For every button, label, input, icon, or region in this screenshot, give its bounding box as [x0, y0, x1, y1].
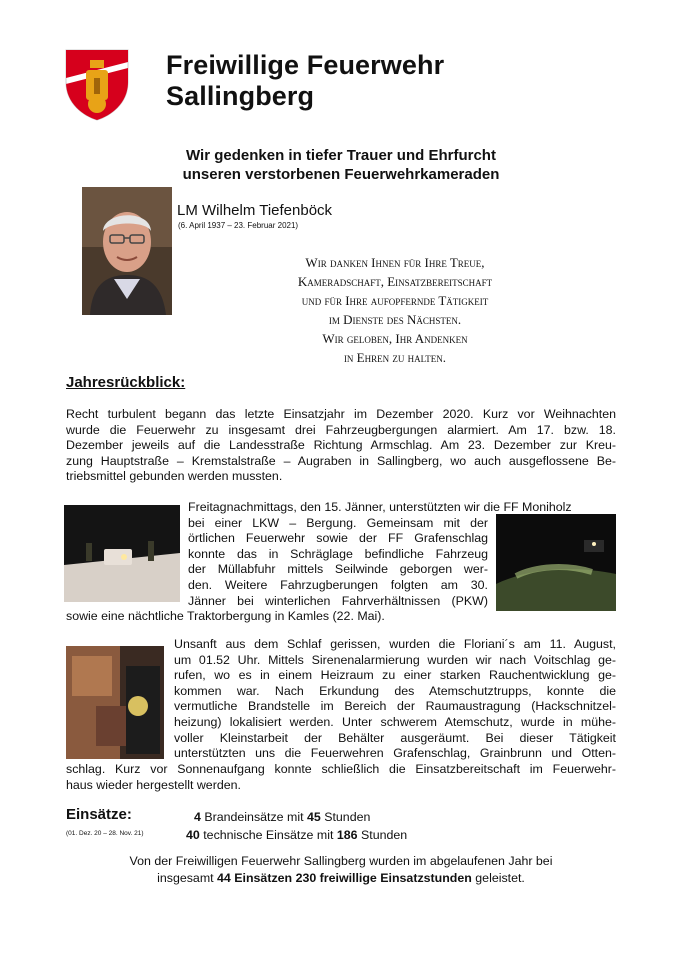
text-line: heizung) lokalisiert werden. Unter schwerem Atemschutz, wurde in mühe-: [174, 714, 616, 729]
tribute-line: Wir geloben, Ihr Andenken: [322, 331, 468, 346]
text-line: der Müllabfuhr mittels Seilwinde geborgen wer-: [188, 562, 488, 577]
fire-brigade-crest-icon: [64, 48, 130, 122]
text-line: Dezember jeweils auf die Landesstraße Richtung Armschlag. Am 23. Dezember zur Kreu-: [66, 438, 616, 453]
fire-operations-stat: [194, 810, 370, 824]
text-line: Recht turbulent begann das letzte Einsatzjahr im Dezember 2020. Kurz vor Weihnachten: [66, 407, 616, 421]
review-heading: Jahresrückblick:: [66, 374, 186, 391]
stat-unit: Stunden: [357, 828, 408, 842]
summary-total-operations: 44 Einsätzen: [217, 871, 293, 885]
page-title: [166, 50, 444, 112]
deceased-dates: (6. April 1937 – 23. Februar 2021): [178, 221, 299, 230]
text-line: bei einer LKW – Bergung. Gemeinsam mit der: [188, 515, 488, 530]
review-paragraph-3: [174, 637, 616, 762]
operations-date-range: (01. Dez. 20 – 28. Nov. 21): [66, 830, 144, 837]
review-paragraph-3-end: [66, 762, 616, 793]
text-line: schlag. Kurz vor Sonnenaufgang konnte schließlich die Einsatzbereitschaft im Feuerwehr-: [66, 762, 616, 776]
text-line: örtlichen Feuerwehr sowie der FF Grafenschlag: [188, 531, 488, 546]
text-line: Jänner bei winterlichen Fahrverhältnissen (PKW): [188, 593, 488, 608]
boiler-room-photo: [66, 646, 164, 759]
fire-hours: 45: [306, 810, 321, 824]
tribute-text: [230, 253, 560, 367]
truck-recovery-photo: [64, 505, 180, 602]
text-line: wurde die Feuerwehr zu insgesamt drei Fahrzeugbergungen alarmiert. Am 17. bzw. 18.: [66, 422, 616, 437]
review-paragraph-2: [188, 500, 572, 609]
text-line: zung Hauptstraße – Kremstalstraße – Augraben in Sallingberg, wo auch ausgeflossene Be-: [66, 453, 616, 468]
text-line: voller Kleinstarbeit der Behälter ausgeräumt. Bei dieser Tätigkeit: [174, 730, 616, 745]
title-line-1: Freiwillige Feuerwehr: [166, 50, 445, 80]
summary-line-2: [0, 870, 682, 887]
memorial-heading: [0, 146, 682, 184]
review-paragraph-1: [66, 407, 616, 485]
tech-hours: 186: [336, 828, 358, 842]
tribute-line: Kameradschaft, Einsatzbereitschaft: [297, 274, 493, 289]
tech-count: 40: [186, 828, 200, 842]
text-line: haus wieder hergestellt werden.: [66, 777, 241, 792]
summary-post: geleistet.: [471, 871, 525, 885]
tribute-line: Wir danken Ihnen für Ihre Treue,: [305, 255, 485, 270]
tribute-line: im Dienste des Nächsten.: [328, 312, 462, 327]
technical-operations-stat: [186, 828, 407, 842]
night-operation-photo: [496, 514, 616, 611]
text-line: vermutliche Brandstelle im Bereich der Raumaustragung (Hackschnitzel-: [174, 699, 616, 714]
summary-pre: insgesamt: [157, 871, 218, 885]
text-line: triebsmittel gebunden werden mussten.: [66, 469, 283, 484]
text-line: sowie eine nächtliche Traktorbergung in Kamles (22. Mai).: [66, 609, 385, 623]
text-line: kommen war. Nach Erkundung des Atemschutztrupps, konnte die: [174, 683, 616, 698]
title-line-2: Sallingberg: [166, 81, 315, 111]
deceased-name: LM Wilhelm Tiefenböck: [177, 202, 333, 219]
stat-unit: Stunden: [320, 810, 371, 824]
stat-text: technische Einsätze mit: [199, 828, 337, 842]
memorial-heading-line-2: unseren verstorbenen Feuerwehrkameraden: [182, 166, 500, 183]
memorial-heading-line-1: Wir gedenken in tiefer Trauer und Ehrfurcht: [186, 147, 496, 164]
summary-total-hours: 230 freiwillige Einsatzstunden: [295, 871, 472, 885]
portrait-photo: [82, 187, 172, 315]
fire-count: 4: [194, 810, 201, 824]
text-line: Freitagnachmittags, den 15. Jänner, unterstützten wir die FF Moniholz: [188, 500, 572, 514]
stat-text: Brandeinsätze mit: [200, 810, 307, 824]
text-line: den. Weitere Fahrzugberungen folgten am 30.: [188, 577, 488, 592]
text-line: konnte das in Schräglage befindliche Fahrzeug: [188, 546, 488, 561]
summary-text: [0, 853, 682, 887]
text-line: unterstützten uns die Feuerwehren Grafenschlag, Grainbrunn und Otten-: [174, 746, 616, 761]
operations-label: Einsätze:: [66, 806, 132, 823]
text-line: um 01.52 Uhr. Mittels Sirenenalarmierung wurden wir nach Voitschlag ge-: [174, 652, 616, 667]
tribute-line: in Ehren zu halten.: [343, 350, 447, 365]
text-line: Unsanft aus dem Schlaf gerissen, wurden die Floriani´s am 11. August,: [174, 637, 616, 651]
review-paragraph-2-end: [66, 609, 556, 625]
text-line: rufen, wo es in einem Heizraum zu einer starken Rauchentwicklung ge-: [174, 668, 616, 683]
summary-line-1: Von der Freiwilligen Feuerwehr Sallingberg wurden im abgelaufenen Jahr bei: [129, 854, 553, 868]
tribute-line: und für Ihre aufopfernde Tätigkeit: [301, 293, 489, 308]
